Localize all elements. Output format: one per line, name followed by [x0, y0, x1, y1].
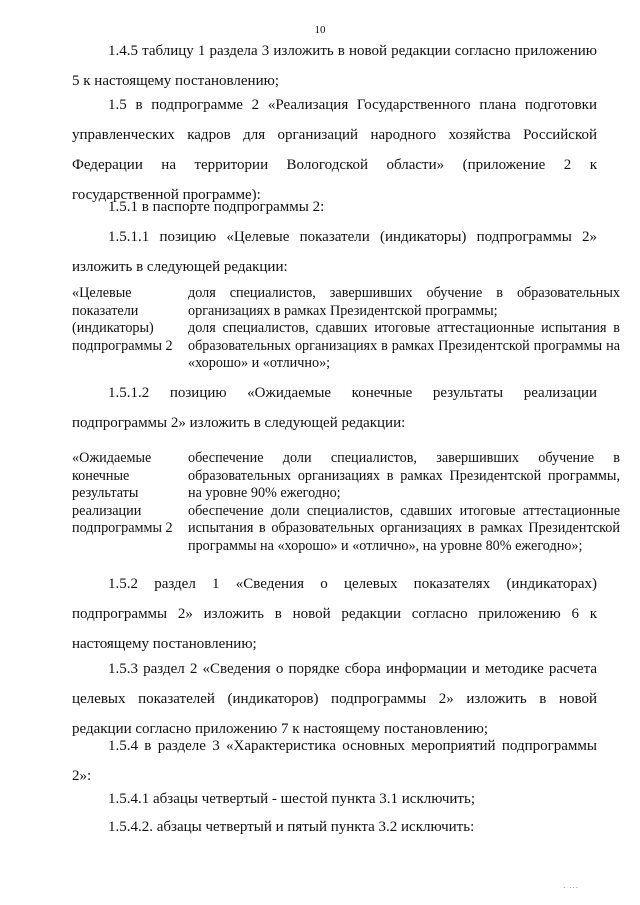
paragraph-1-5: 1.5 в подпрограмме 2 «Реализация Государственного плана подготовки управленческих кадров для организаций народного хозяйства Российской Федерации на территории Вологодской области» (приложение 2 к государственной программе): — [72, 97, 597, 203]
table-value-item: обеспечение доли специалистов, завершивших обучение в образовательных организациях в рамках Президентской программы, на уровне 90% ежегодно; — [188, 450, 620, 501]
table-value-item: доля специалистов, сдавших итоговые аттестационные испытания в образовательных организациях в рамках Президентской программы на «хорошо» и «отлично»; — [188, 320, 620, 371]
paragraph-1-5-2: 1.5.2 раздел 1 «Сведения о целевых показателях (индикаторах) подпрограммы 2» изложить в новой редакции согласно приложению 6 к настоящему постановлению; — [72, 576, 597, 652]
paragraph-1-5-1: 1.5.1 в паспорте подпрограммы 2: — [108, 199, 325, 215]
paragraph-1-5-3: 1.5.3 раздел 2 «Сведения о порядке сбора информации и методике расчета целевых показателей (индикаторов) подпрограммы 2» изложить в новой редакции согласно приложению 7 к настоящему постановлению; — [72, 661, 597, 737]
paragraph-1-4-5: 1.4.5 таблицу 1 раздела 3 изложить в новой редакции согласно приложению 5 к настоящему постановлению; — [72, 43, 597, 89]
table-value — [188, 285, 620, 373]
page-number: 10 — [314, 24, 326, 36]
paragraph-1-5-1-2: 1.5.1.2 позицию «Ожидаемые конечные результаты реализации подпрограммы 2» изложить в следующей редакции: — [72, 385, 597, 431]
table-value-item: обеспечение доли специалистов, сдавших итоговые аттестационные испытания в образовательных организациях в рамках Президентской программы на «хорошо» и «отлично», на уровне 80% ежегодно»; — [188, 502, 620, 554]
paragraph-1-5-1-1: 1.5.1.1 позицию «Целевые показатели (индикаторы) подпрограммы 2» изложить в следующей редакции: — [72, 229, 597, 275]
target-indicators-table — [72, 285, 620, 373]
paragraph-1-5-4: 1.5.4 в разделе 3 «Характеристика основных мероприятий подпрограммы 2»: — [72, 738, 597, 784]
table-label: «Ожидаемые конечные результаты реализации подпрограммы 2 — [72, 450, 173, 536]
paragraph-1-5-4-1: 1.5.4.1 абзацы четвертый - шестой пункта 3.1 исключить; — [108, 791, 475, 807]
corner-mark: · ··· — [563, 884, 580, 892]
table-label: «Целевые показатели (индикаторы) подпрограммы 2 — [72, 285, 173, 354]
table-value — [188, 450, 620, 555]
expected-results-table — [72, 450, 620, 555]
paragraph-1-5-4-2: 1.5.4.2. абзацы четвертый и пятый пункта 3.2 исключить: — [108, 819, 475, 835]
table-value-item: доля специалистов, завершивших обучение в образовательных организациях в рамках Президентской программы; — [188, 285, 620, 319]
